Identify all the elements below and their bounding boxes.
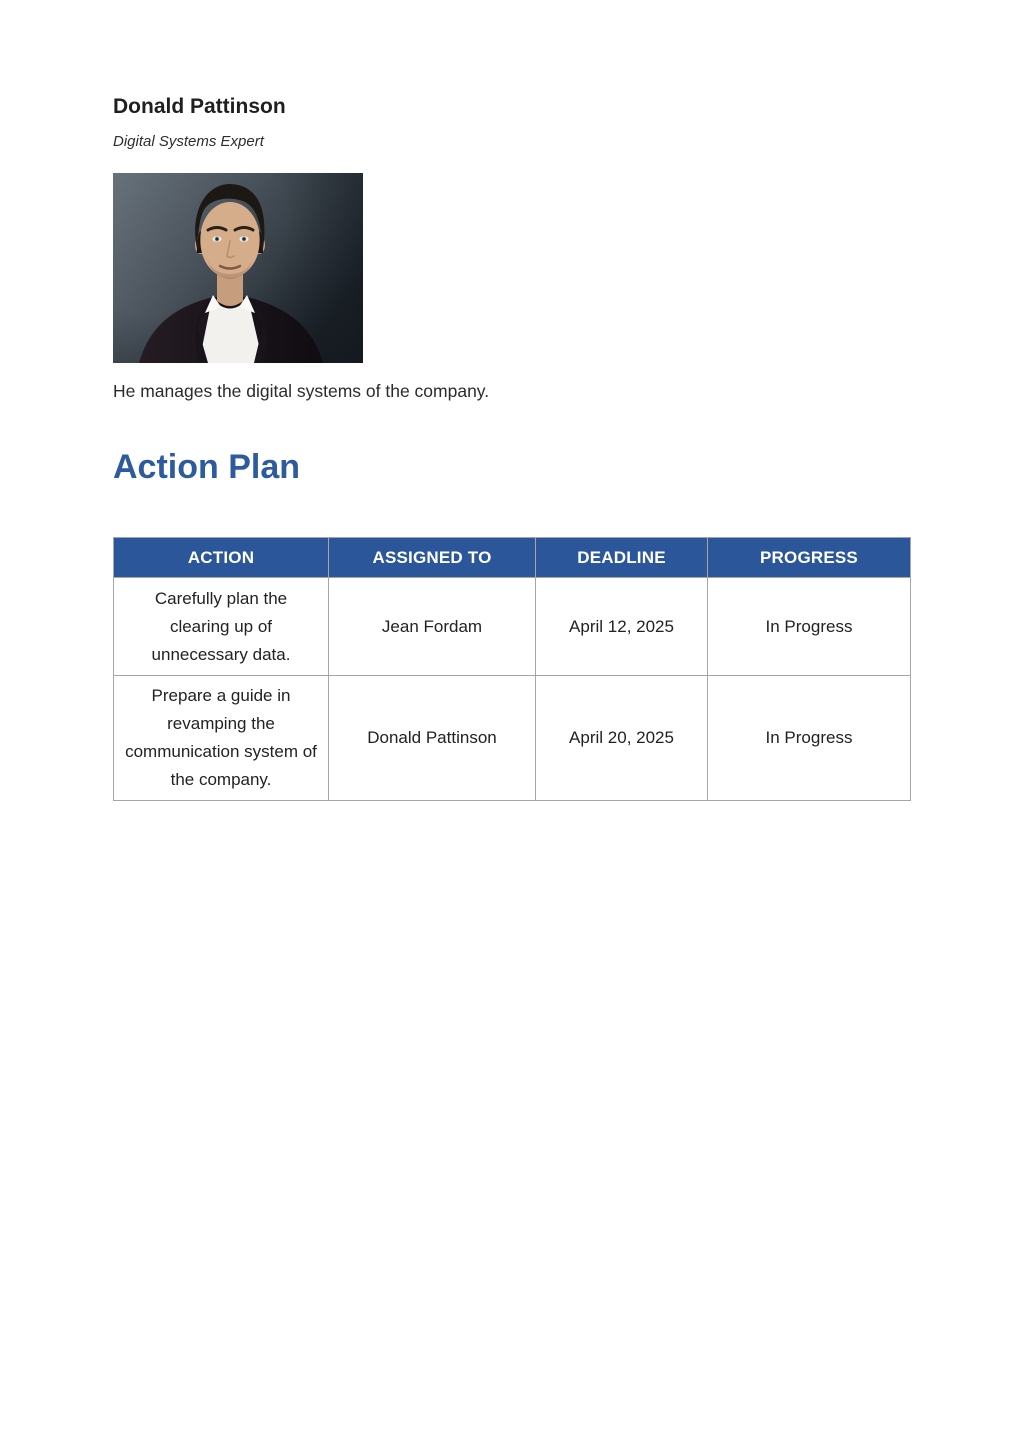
column-header-assigned-to: ASSIGNED TO [329,538,536,578]
column-header-action: ACTION [114,538,329,578]
profile-title: Digital Systems Expert [113,133,264,150]
cell-assigned-to: Donald Pattinson [329,676,536,801]
profile-description: He manages the digital systems of the company. [113,381,490,401]
cell-assigned-to: Jean Fordam [329,578,536,676]
column-header-progress: PROGRESS [708,538,911,578]
column-header-deadline: DEADLINE [536,538,708,578]
cell-progress: In Progress [708,578,911,676]
cell-progress: In Progress [708,676,911,801]
cell-action: Carefully plan the clearing up of unnecessary data. [114,578,329,676]
cell-action: Prepare a guide in revamping the communication system of the company. [114,676,329,801]
portrait-photo-illustration [113,173,363,363]
cell-deadline: April 20, 2025 [536,676,708,801]
cell-deadline: April 12, 2025 [536,578,708,676]
table-row [114,676,911,801]
portrait-photo [113,173,363,363]
table-row [114,578,911,676]
profile-name: Donald Pattinson [113,95,286,118]
section-heading-action-plan: Action Plan [113,448,301,486]
action-plan-table-header [114,538,911,578]
action-plan-table-body [114,578,911,801]
action-plan-table [113,537,911,801]
table-header-row [114,538,911,578]
